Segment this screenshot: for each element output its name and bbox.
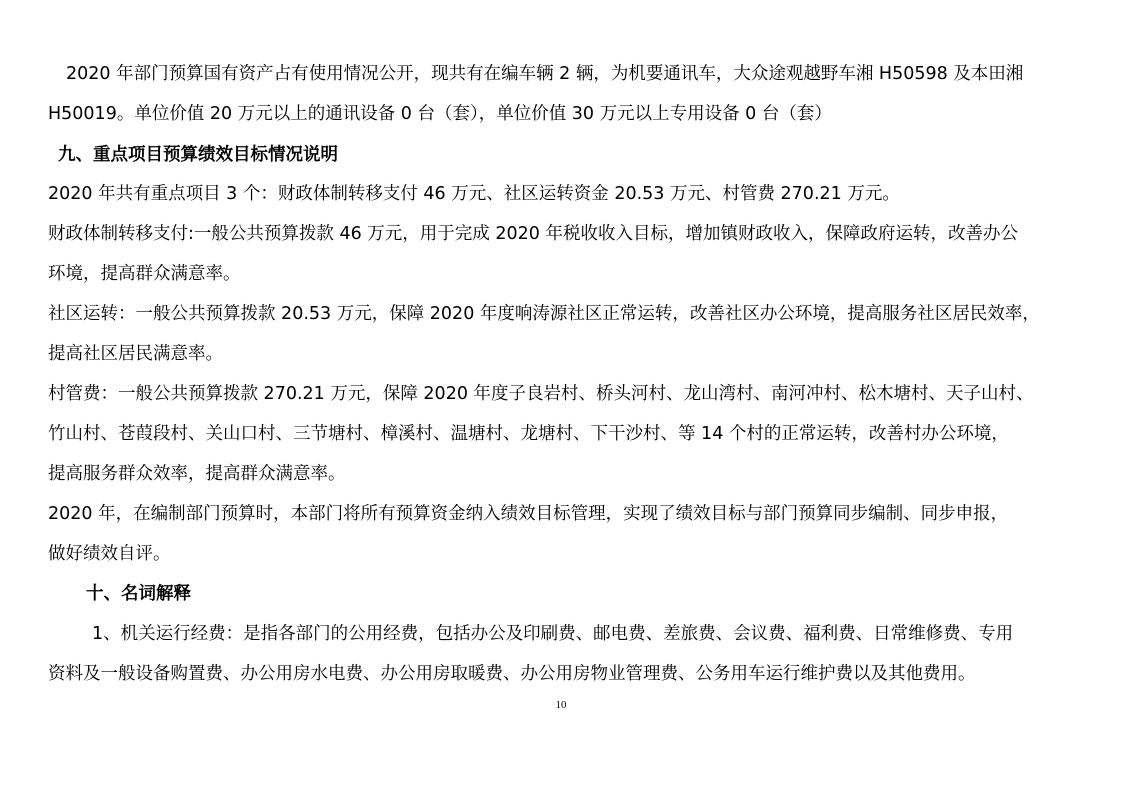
paragraph-line: 2020 年部门预算国有资产占有使用情况公开，现共有在编车辆 2 辆，为机要通讯车，大众途观越野车湘 H50598 及本田湘 [66,64,1024,84]
paragraph-line: 村管费：一般公共预算拨款 270.21 万元，保障 2020 年度子良岩村、桥头河村、龙山湾村、南河冲村、松木塘村、天子山村、 [48,384,1034,404]
paragraph-line: 社区运转：一般公共预算拨款 20.53 万元，保障 2020 年度响涛源社区正常运转，改善社区办公环境，提高服务社区居民效率， [48,304,1040,324]
section-heading: 十、名词解释 [86,584,191,604]
paragraph-line: 2020 年共有重点项目 3 个：财政体制转移支付 46 万元、社区运转资金 20.53 万元、村管费 270.21 万元。 [48,184,900,204]
paragraph-line: 财政体制转移支付:一般公共预算拨款 46 万元，用于完成 2020 年税收收入目标，增加镇财政收入，保障政府运转，改善办公 [48,224,1018,244]
page-number: 10 [555,699,567,711]
paragraph-line: 资料及一般设备购置费、办公用房水电费、办公用房取暖费、办公用房物业管理费、公务用车运行维护费以及其他费用。 [48,664,976,684]
paragraph-line: 做好绩效自评。 [48,544,171,564]
paragraph-line: 提高社区居民满意率。 [48,344,223,364]
paragraph-line: H50019。单位价值 20 万元以上的通讯设备 0 台（套），单位价值 30 万元以上专用设备 0 台（套） [48,104,832,124]
paragraph-line: 1、机关运行经费：是指各部门的公用经费，包括办公及印刷费、邮电费、差旅费、会议费、福利费、日常维修费、专用 [92,624,1014,644]
paragraph-line: 环境，提高群众满意率。 [48,264,241,284]
paragraph-line: 提高服务群众效率，提高群众满意率。 [48,464,346,484]
section-heading: 九、重点项目预算绩效目标情况说明 [58,145,338,165]
paragraph-line: 2020 年，在编制部门预算时，本部门将所有预算资金纳入绩效目标管理，实现了绩效目标与部门预算同步编制、同步申报， [48,504,1009,524]
paragraph-line: 竹山村、苍葭段村、关山口村、三节塘村、樟溪村、温塘村、龙塘村、下干沙村、等 14 个村的正常运转，改善村办公环境， [48,424,1009,444]
